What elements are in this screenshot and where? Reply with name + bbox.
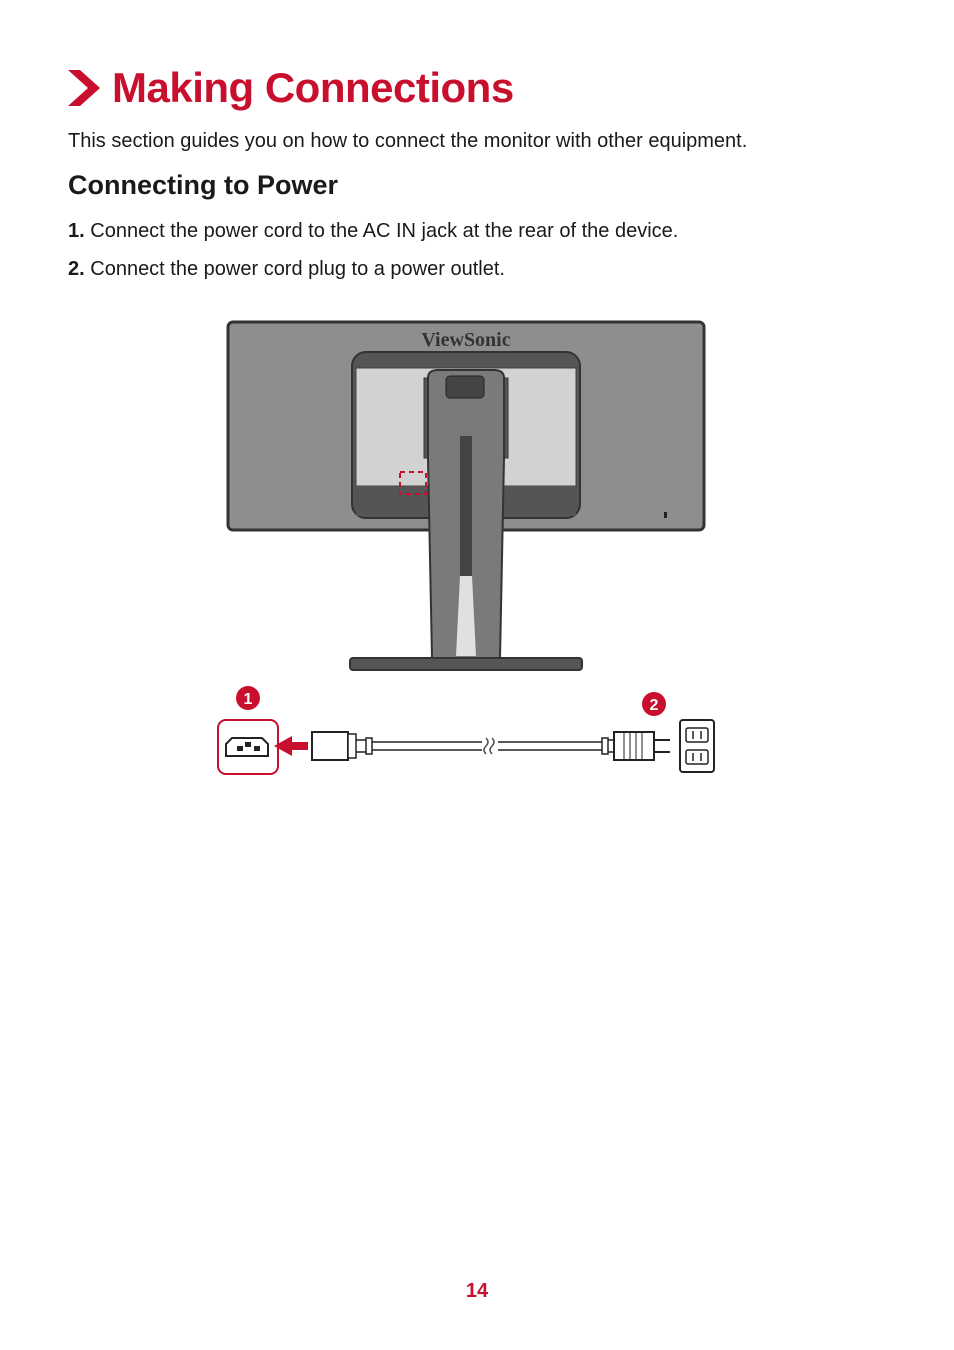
step-number: 1.	[68, 220, 85, 242]
power-connection-illustration	[210, 318, 730, 788]
page-title: Making Connections	[112, 64, 514, 111]
intro-text: This section guides you on how to connect the monitor with other equipment.	[68, 130, 748, 152]
chevron-right-icon	[66, 68, 102, 108]
ac-inlet-icon	[218, 720, 278, 774]
power-cord	[312, 732, 670, 760]
step-text: Connect the power cord to the AC IN jack at the rear of the device.	[90, 220, 679, 242]
step-1	[68, 220, 678, 243]
section-heading: Connecting to Power	[68, 170, 338, 200]
step-number: 2.	[68, 258, 85, 280]
callout-2	[642, 692, 666, 716]
wall-outlet-icon	[680, 720, 714, 772]
step-text: Connect the power cord plug to a power outlet.	[90, 258, 505, 280]
page-title-row	[66, 64, 514, 112]
brand-logo-text: ViewSonic	[421, 329, 511, 351]
insert-arrow-icon	[274, 736, 308, 756]
step-2	[68, 258, 505, 281]
svg-text:2: 2	[649, 697, 659, 714]
page-number: 14	[465, 1280, 489, 1302]
indicator-light	[664, 512, 667, 518]
callout-1	[236, 686, 260, 710]
svg-text:1: 1	[243, 691, 253, 708]
